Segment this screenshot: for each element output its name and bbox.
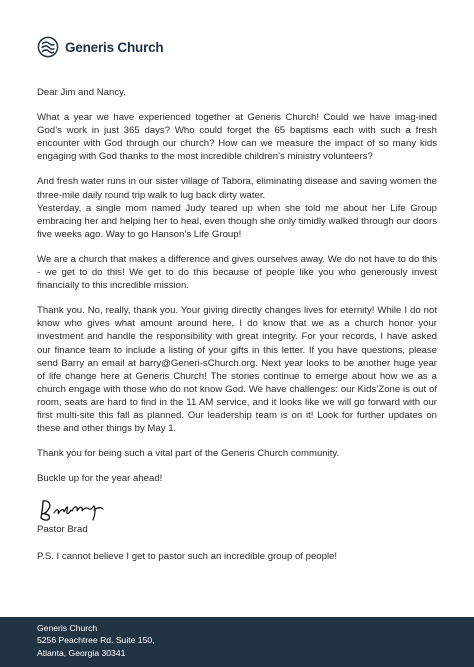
church-name: Generis Church bbox=[65, 39, 164, 55]
postscript: P.S. I cannot believe I get to pastor such an incredible group of people! bbox=[37, 551, 338, 563]
footer-org-name: Generis Church bbox=[37, 623, 98, 633]
paragraph-year-review: What a year we have experienced together at Generis Church! Could we have imag-ined God’s work in just 365 days? Who could forget the 65 baptisms each with such a fresh encounter with God through our church? How can we measure the impact of so many kids engaging with God thanks to the most incredible children’s ministry volunteers? bbox=[37, 112, 437, 163]
paragraph-mission: We are a church that makes a difference and gives ourselves away. We do not have to do this - we get to do this! We get to do this because of people like you who generously invest financially to this incredible mission. bbox=[37, 253, 437, 292]
footer-city: Atlanta, Georgia 30341 bbox=[37, 647, 126, 658]
signature-image bbox=[37, 497, 109, 523]
paragraph-buckle-up: Buckle up for the year ahead! bbox=[37, 473, 163, 485]
paragraph-community: Thank you for being such a vital part of the Generis Church community. bbox=[37, 448, 340, 460]
paragraph-thank-you: Thank you. No, really, thank you. Your giving directly changes lives for eternity! While I do not know who gives what amount around here, I do know that we as a church honor your investment and handle the responsibility with great integrity. For your records, I have asked our finance team to include a listing of your gifts in this letter. If you have questions, please send Barry an email at barry@Generi-sChurch.org. Next year looks to be another huge year of life change here at Generis Church! The stories continue to emerge about how we as a church engage with those who do not know God. We have challenges: our Kids’Zone is out of room, seats are hard to find in the 11 AM service, and it looks like we will go forward with our first multi-site this fall as planned. Our leadership team is on it! Look for further updates on these and other things by May 1. bbox=[37, 305, 437, 435]
footer-street: 5256 Peachtree Rd. Suite 150, bbox=[37, 635, 155, 646]
salutation: Dear Jim and Nancy, bbox=[37, 87, 126, 98]
footer-address bbox=[37, 622, 155, 659]
footer-bar bbox=[0, 617, 474, 667]
paragraph-judy: Yesterday, a single mom named Judy teared up when she told me about her Life Group embracing her and helping her to heal, even though she only timidly walked through our doors five weeks ago. Way to go Hanson’s Life Group! bbox=[37, 202, 437, 240]
signer-name: Pastor Brad bbox=[37, 524, 88, 536]
church-logo bbox=[37, 36, 163, 58]
paragraph-tabora: And fresh water runs in our sister village of Tabora, eliminating disease and saving women the three-mile daily round trip walk to lug back dirty water. bbox=[37, 176, 437, 201]
letter-body bbox=[37, 86, 437, 564]
generis-logo-icon bbox=[37, 36, 59, 58]
